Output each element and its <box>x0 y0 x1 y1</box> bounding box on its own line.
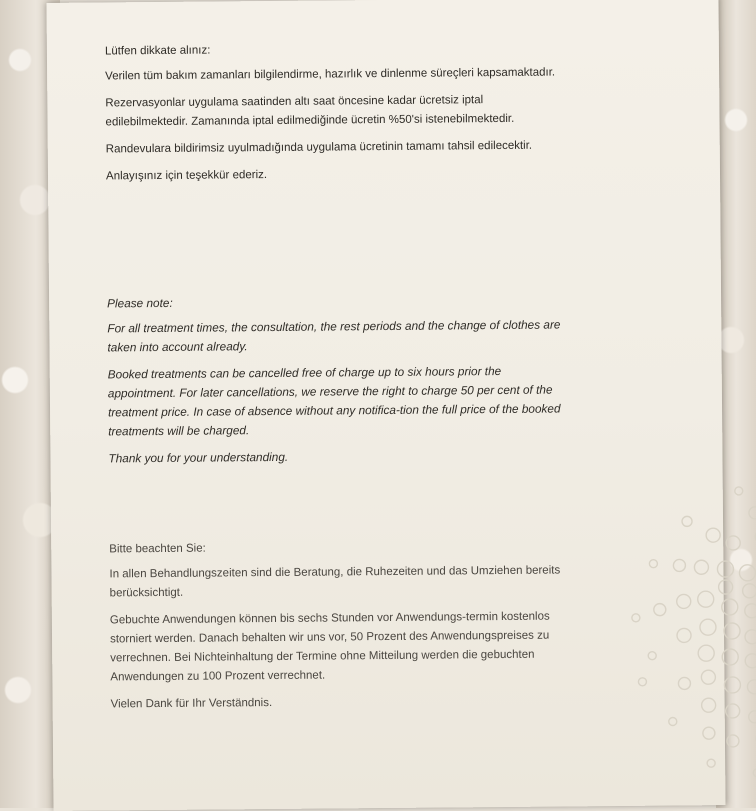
decorative-circle <box>702 698 716 712</box>
decorative-circle <box>747 680 756 694</box>
english-section <box>107 290 569 476</box>
decorative-circle <box>669 717 677 725</box>
turkish-section <box>105 38 566 194</box>
decorative-circle <box>743 584 756 598</box>
decorative-circle <box>677 594 691 608</box>
decorative-circle <box>739 565 755 581</box>
decorative-circle <box>749 507 756 519</box>
turkish-paragraph-4: Anlayışınız için teşekkür ederiz. <box>106 163 566 186</box>
english-paragraph-2: Booked treatments can be cancelled free of charge up to six hours prior the appointment. For later cancellations, we reserve the right to charge 50 per cent of the treatment price. In case of absence without any notifica-tion the full price of the booked treatments will be charged. <box>108 361 569 441</box>
decorative-circle <box>703 727 715 739</box>
german-heading: Bitte beachten Sie: <box>109 536 569 559</box>
german-paragraph-3: Vielen Dank für Ihr Verständnis. <box>111 691 571 714</box>
decorative-circle <box>727 735 739 747</box>
decorative-circle <box>649 560 657 568</box>
english-paragraph-1: For all treatment times, the consultation, the rest periods and the change of clothes are taken into account already. <box>107 315 567 357</box>
decorative-circle <box>673 559 685 571</box>
german-section <box>109 536 571 722</box>
decorative-circle <box>632 614 640 622</box>
circle-group <box>631 487 756 778</box>
english-heading: Please note: <box>107 290 567 313</box>
decorative-circle <box>707 759 715 767</box>
german-paragraph-2: Gebuchte Anwendungen können bis sechs Stunden vor Anwendungs-termin kostenlos storniert werden. Danach behalten wir uns vor, 50 Prozent des Anwendungspreises zu verrechnen. Bei Nichteinhaltung der Termine ohne Mitteilung werden die gebuchten Anwendungen zu 100 Prozent verrechnet. <box>110 607 571 687</box>
decorative-circle <box>717 561 733 577</box>
decorative-circle <box>677 628 691 642</box>
decorative-circle <box>724 623 740 639</box>
decorative-circle <box>698 591 714 607</box>
decorative-circle <box>638 678 646 686</box>
decorative-circle <box>701 670 715 684</box>
decorative-circle <box>719 580 733 594</box>
decorative-circle <box>724 677 740 693</box>
decorative-circle <box>745 604 756 618</box>
decorative-circle <box>700 619 716 635</box>
decorative-circle <box>722 599 738 615</box>
decorative-circle <box>735 487 743 495</box>
turkish-paragraph-3: Randevulara bildirimsiz uyulmadığında uygulama ücretinin tamamı tahsil edilecektir. <box>106 136 566 159</box>
decorative-circle <box>722 649 738 665</box>
decorative-circle <box>682 516 692 526</box>
english-paragraph-3: Thank you for your understanding. <box>108 445 568 468</box>
decorative-circle <box>726 536 740 550</box>
decorative-circle <box>648 652 656 660</box>
turkish-heading: Lütfen dikkate alınız: <box>105 38 565 61</box>
decorative-circle <box>678 677 690 689</box>
decorative-circle <box>745 630 756 644</box>
decorative-circle <box>698 645 714 661</box>
decorative-circle <box>654 604 666 616</box>
decorative-circle <box>749 711 756 723</box>
turkish-paragraph-1: Verilen tüm bakım zamanları bilgilendirme, hazırlık ve dinlenme süreçleri kapsamaktadır. <box>105 63 565 86</box>
turkish-paragraph-2: Rezervasyonlar uygulama saatinden altı saat öncesine kadar ücretsiz iptal edilebilmektedir. Zamanında iptal edilmediğinde ücretin %50'si istenebilmektedir. <box>105 90 565 132</box>
decorative-circle <box>706 528 720 542</box>
notice-card <box>46 0 725 811</box>
decorative-circle <box>694 560 708 574</box>
decorative-circles-pattern <box>621 477 756 798</box>
decorative-circle <box>726 704 740 718</box>
german-paragraph-1: In allen Behandlungszeiten sind die Beratung, die Ruhezeiten und das Umziehen bereits berücksichtigt. <box>109 561 569 603</box>
decorative-circle <box>745 654 756 668</box>
